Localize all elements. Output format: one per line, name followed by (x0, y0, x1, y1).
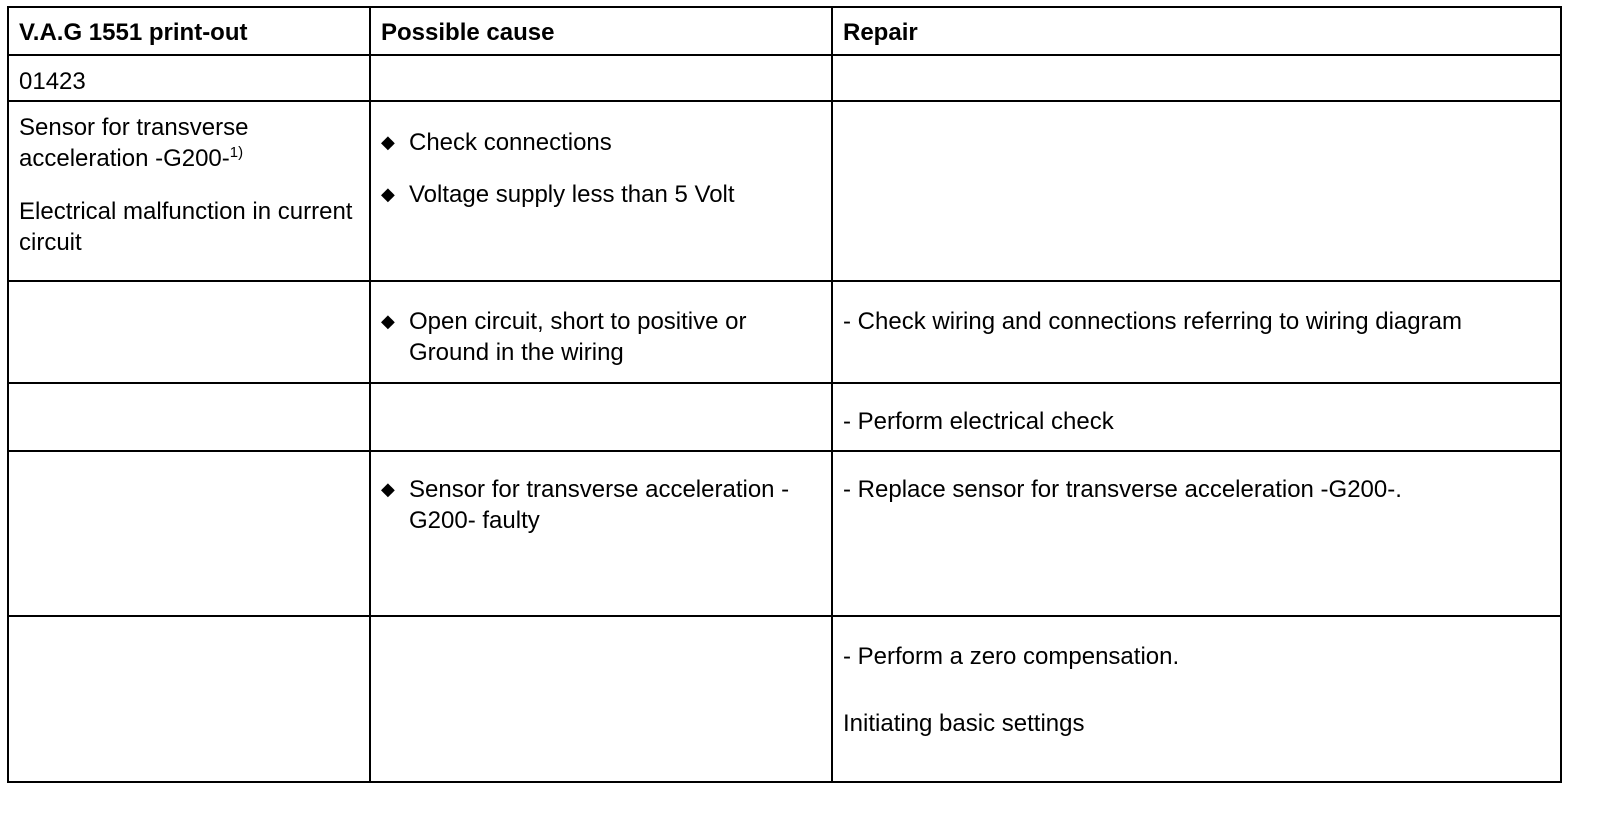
header-repair: Repair (832, 7, 1561, 55)
empty-cell (370, 383, 832, 451)
empty-cell (8, 616, 370, 782)
possible-cause-cell (370, 451, 832, 616)
diamond-bullet-icon: ◆ (381, 132, 395, 152)
cause-text: Voltage supply less than 5 Volt (409, 181, 735, 208)
table-row (8, 281, 1561, 383)
repair-text: - Perform electrical check (843, 408, 1114, 435)
fault-type: Electrical malfunction in current circuit (19, 198, 353, 256)
fault-description (8, 101, 370, 281)
diamond-bullet-icon: ◆ (381, 311, 395, 331)
repair-cell (832, 451, 1561, 616)
possible-cause-cell (370, 281, 832, 383)
empty-cell (8, 451, 370, 616)
table-header-row (8, 7, 1561, 55)
fault-sensor-text: Sensor for transverse acceleration -G200- (19, 114, 249, 172)
cause-text: Check connections (409, 129, 612, 156)
cause-item (381, 179, 821, 210)
empty-cell (370, 55, 832, 101)
cause-item (381, 127, 821, 158)
header-possible-cause: Possible cause (370, 7, 832, 55)
repair-cell (832, 383, 1561, 451)
empty-cell (8, 281, 370, 383)
repair-text: - Perform a zero compensation. (843, 643, 1180, 670)
repair-note: Initiating basic settings (843, 710, 1085, 737)
table-row (8, 383, 1561, 451)
header-printout: V.A.G 1551 print-out (8, 7, 370, 55)
empty-cell (8, 383, 370, 451)
repair-text: - Replace sensor for transverse acceleration -G200-. (843, 476, 1402, 503)
fault-sensor-name (19, 112, 359, 174)
table-row (8, 616, 1561, 782)
empty-cell (832, 101, 1561, 281)
empty-cell (370, 616, 832, 782)
table-row (8, 101, 1561, 281)
cause-text: Open circuit, short to positive or Ground in the wiring (409, 308, 747, 366)
cause-item (381, 474, 821, 536)
diamond-bullet-icon: ◆ (381, 184, 395, 204)
repair-text: - Check wiring and connections referring to wiring diagram (843, 308, 1462, 335)
table-row (8, 55, 1561, 101)
repair-cell (832, 616, 1561, 782)
possible-cause-cell (370, 101, 832, 281)
diamond-bullet-icon: ◆ (381, 479, 395, 499)
cause-item (381, 306, 821, 368)
cause-text: Sensor for transverse acceleration -G200- faulty (409, 476, 790, 534)
table-row (8, 451, 1561, 616)
fault-code: 01423 (8, 55, 370, 101)
empty-cell (832, 55, 1561, 101)
footnote-marker: 1) (229, 144, 244, 161)
repair-cell (832, 281, 1561, 383)
fault-table (7, 6, 1562, 783)
